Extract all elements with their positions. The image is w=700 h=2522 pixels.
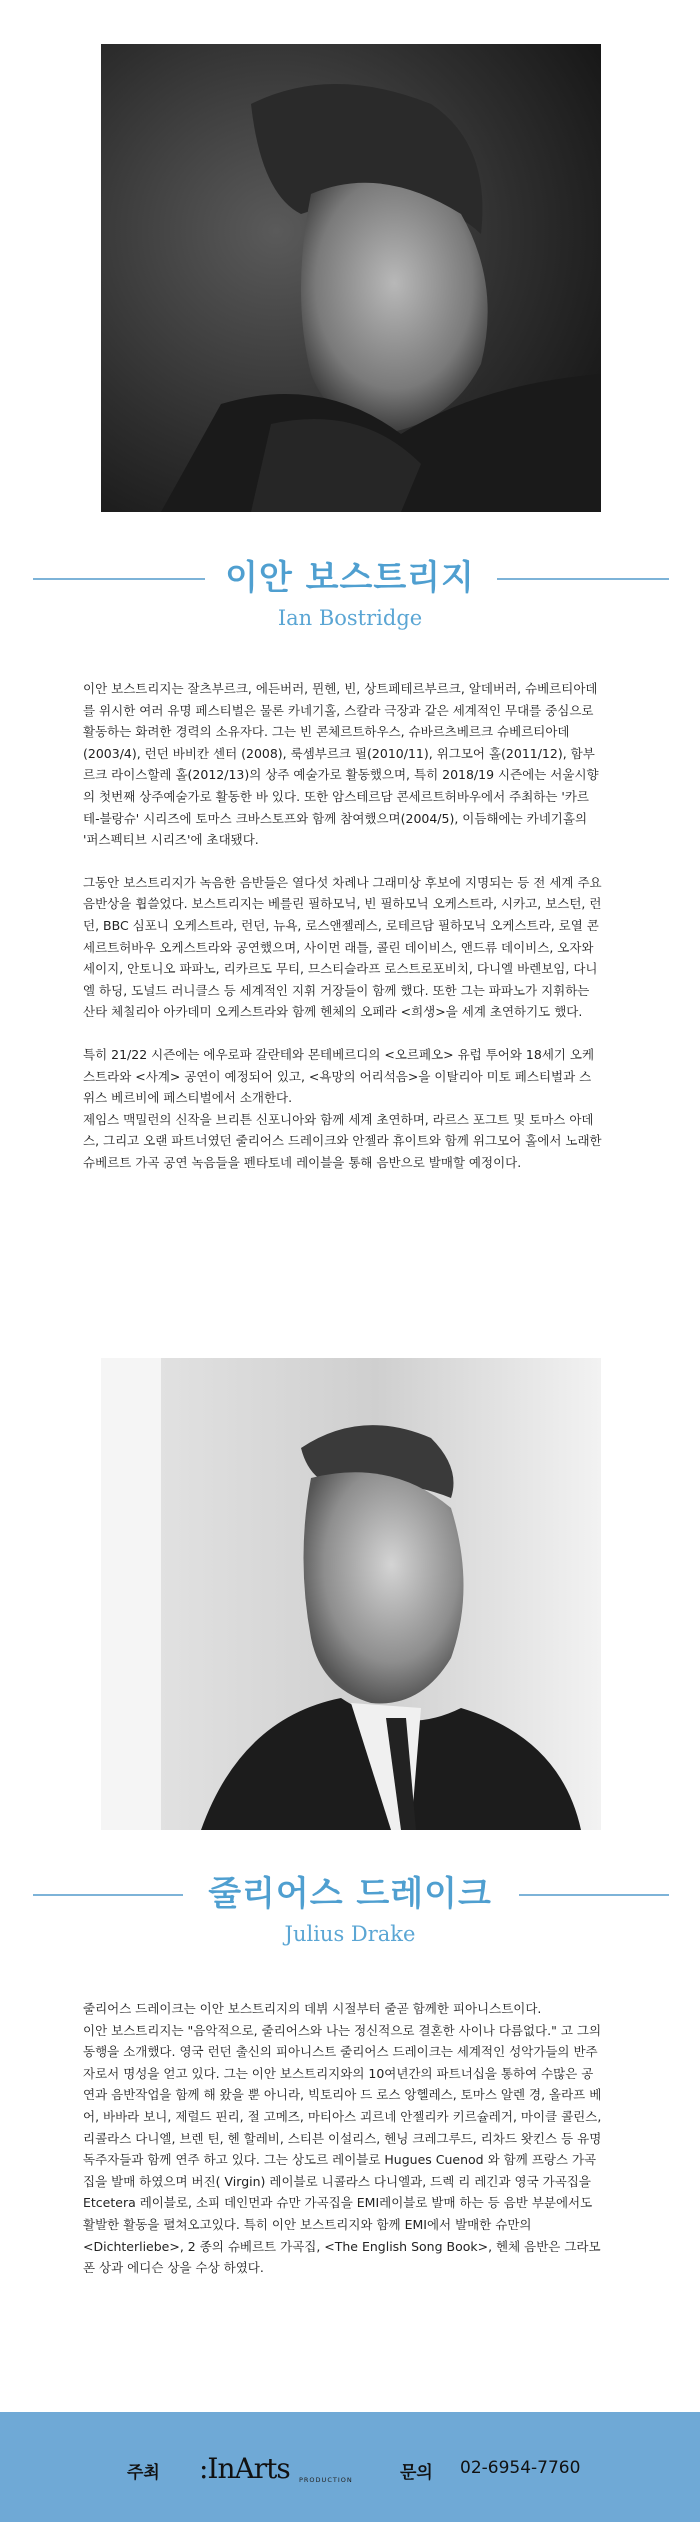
julius-drake-portrait — [101, 1358, 601, 1830]
bio-paragraph: 특히 21/22 시즌에는 에우로파 갈란테와 몬테베르디의 <오르페오> 유럽 투어와 18세기 오케스트라와 <사계> 공연이 예정되어 있고, <욕망의 어리석음>을 이탈리아 미토 페스티벌과 스위스 베르비에 페스티벌에서 소개한다. — [83, 1046, 595, 1106]
phone-number[interactable]: 02-6954-7760 — [460, 2458, 581, 2478]
title-rule-left — [33, 578, 205, 580]
bostridge-name-english: Ian Bostridge — [277, 606, 423, 630]
inarts-logo — [199, 2452, 353, 2486]
bostridge-biography — [83, 678, 603, 1194]
ian-bostridge-portrait — [101, 44, 601, 512]
bio-paragraph: 이안 보스트리지는 "음악적으로, 줄리어스와 나는 정신적으로 결혼한 사이나 다름없다." 고 그의 동행을 소개했다. 영국 런던 출신의 피아니스트 줄리어스 드레이크는 세계적인 성악가들의 반주자로서 명성을 얻고 있다. 그는 이안 보스트리지와의 10여년간의 파트너십을 통하여 수많은 공연과 음반작업을 함께 해 왔을 뿐 아니라, 빅토리아 드 로스 앙헬레스, 토마스 알렌 경, 올라프 베어, 바바라 보니, 제럴드 핀리, 절 고메즈, 마티아스 괴르네 안젤리카 키르슐레거, 마이클 콜린스, 리콜라스 다니엘, 브렌 틴, 헨 할레비, 스티븐 이설리스, 헨닝 크레그루드, 리차드 왓킨스 등 유명 독주자들과 함께 연주 하고 있다. 그는 상도르 레이블로 Hugues Cuenod 와 함께 프랑스 가곡집을 발매 하였으며 버진( Virgin) 레이블로 니콜라스 다니엘과, 드렉 리 레긴과 영국 가곡집을 Etcetera 레이블로, 소피 데인먼과 슈만 가곡집을 EMI레이블로 발매 하는 등 음반 부분에서도 활발한 활동을 펼쳐오고있다. 특히 이안 보스트리지와 함께 EMI에서 발매한 슈만의 <Dichterliebe>, 2 종의 슈베르트 가곡집, <The English Song Book>, 헨체 음반은 그라모폰 상과 에디슨 상을 수상 하였다. — [83, 2022, 602, 2276]
bio-paragraph: 이안 보스트리지는 잘츠부르크, 에든버러, 뮌헨, 빈, 상트페테르부르크, 알데버러, 슈베르티아데를 위시한 여러 유명 페스티벌은 물론 카네기홀, 스칼라 극장과 같은 세계적인 무대를 중심으로 활동하는 화려한 경력의 소유자다. 그는 빈 콘체르트하우스, 슈바르츠베르크 슈베르티아데 (2003/4), 런던 바비칸 센터 (2008), 룩셈부르크 필(2010/11), 위그모어 홀(2011/12), 함부르크 라이스할레 홀(2012/13)의 상주 예술가로 활동했으며, 특히 2018/19 시즌에는 서울시향의 첫번째 상주예술가로 활동한 바 있다. 또한 암스테르담 콘세르트허바우에서 주최하는 '카르테-블랑슈' 시리즈에 토마스 크바스토프와 함께 참여했으며(2004/5), 이듬해에는 카네기홀의 '퍼스펙티브 시리즈'에 초대됐다. — [83, 681, 599, 848]
bostridge-title-block — [0, 556, 700, 636]
footer-bar — [0, 2412, 700, 2522]
logo-mark: :InArts — [199, 2452, 290, 2485]
drake-name-english: Julius Drake — [284, 1922, 416, 1946]
bio-paragraph: 줄리어스 드레이크는 이안 보스트리지의 데뷔 시절부터 줄곧 함께한 피아니스트이다. — [83, 2001, 542, 2016]
title-rule-right — [497, 578, 669, 580]
drake-biography — [83, 1998, 603, 2300]
inquiry-label: 문의 — [400, 2463, 433, 2483]
drake-title-block — [0, 1872, 700, 1952]
title-rule-left — [33, 1894, 183, 1896]
title-rule-right — [519, 1894, 669, 1896]
logo-subtitle: PRODUCTION — [299, 2476, 353, 2484]
bio-paragraph: 그동안 보스트리지가 녹음한 음반들은 열다섯 차례나 그래미상 후보에 지명되는 등 전 세계 주요 음반상을 휩쓸었다. 보스트리지는 베를린 필하모닉, 빈 필하모닉 오케스트라, 시카고, 보스턴, 런던, BBC 심포니 오케스트라, 런던, 뉴욕, 로스앤젤레스, 로테르담 필하모닉 오케스트라, 로열 콘세르트허바우 오케스트라와 공연했으며, 사이먼 래틀, 콜린 데이비스, 앤드류 데이비스, 오자와 세이지, 안토니오 파파노, 리카르도 무티, 므스티슬라프 로스트로포비치, 다니엘 바렌보임, 다니엘 하딩, 도널드 러니클스 등 세계적인 지휘 거장들이 함께 했다. 또한 그는 파파노가 지휘하는 산타 체칠리아 아카데미 오케스트라와 함께 헨체의 오페라 <희생>을 세계 초연하기도 했다. — [83, 874, 602, 1020]
bostridge-name-korean: 이안 보스트리지 — [225, 558, 475, 598]
drake-name-korean: 줄리어스 드레이크 — [208, 1874, 492, 1914]
bio-paragraph: 제임스 맥밀런의 신작을 브리튼 신포니아와 함께 세계 초연하며, 라르스 포그트 및 토마스 아데스, 그리고 오랜 파트너였던 줄리어스 드레이크와 안젤라 휴이트와 함께 위그모어 홀에서 노래한 슈베르트 가곡 공연 녹음들을 펜타토네 레이블을 통해 음반으로 발매할 예정이다. — [83, 1111, 602, 1170]
host-label: 주최 — [127, 2463, 160, 2483]
